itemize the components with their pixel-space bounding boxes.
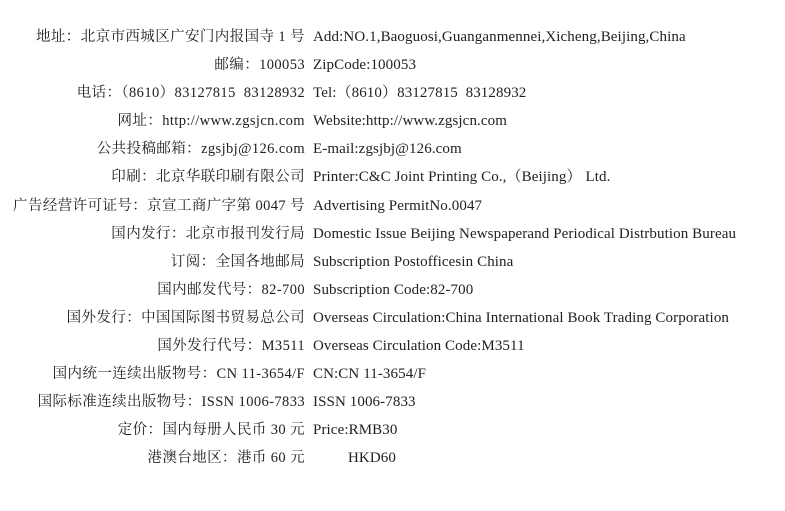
value-zipcode-en: ZipCode:100053 bbox=[313, 57, 417, 74]
info-row-overseas-circulation-code bbox=[0, 332, 785, 360]
info-row-website bbox=[0, 107, 785, 135]
value-cn-number-en: CN:CN 11-3654/F bbox=[313, 366, 427, 383]
info-row-address bbox=[0, 23, 785, 51]
value-telephone-en: Tel:（8610）83127815 83128932 bbox=[313, 85, 527, 102]
value-overseas-circulation-code-en: Overseas Circulation Code:M3511 bbox=[313, 338, 525, 355]
info-row-subscription bbox=[0, 248, 785, 276]
info-row-advertising-permit bbox=[0, 192, 785, 220]
label-printer-zh: 印刷：北京华联印刷有限公司 bbox=[111, 169, 305, 186]
label-overseas-circulation-code-zh: 国外发行代号：M3511 bbox=[157, 338, 305, 355]
value-domestic-issue-en: Domestic Issue Beijing Newspaperand Periodical Distrbution Bureau bbox=[313, 225, 737, 242]
info-row-subscription-code bbox=[0, 276, 785, 304]
label-subscription-code-zh: 国内邮发代号：82-700 bbox=[157, 281, 305, 298]
label-address-zh: 地址：北京市西城区广安门内报国寺 1 号 bbox=[36, 29, 305, 45]
label-overseas-circulation-zh: 国外发行：中国国际图书贸易总公司 bbox=[66, 309, 305, 326]
label-subscription-zh: 订阅：全国各地邮局 bbox=[170, 253, 305, 270]
value-overseas-circulation-en: Overseas Circulation:China International Book Trading Corporation bbox=[313, 309, 730, 326]
info-row-domestic-issue bbox=[0, 220, 785, 248]
label-domestic-issue-zh: 国内发行：北京市报刊发行局 bbox=[111, 225, 305, 242]
info-row-issn bbox=[0, 388, 785, 416]
info-row-overseas-circulation bbox=[0, 304, 785, 332]
info-row-price-hk bbox=[0, 444, 785, 472]
label-email-zh: 公共投稿邮箱：zgsjbj@126.com bbox=[96, 141, 305, 158]
label-issn-zh: 国际标准连续出版物号：ISSN 1006-7833 bbox=[37, 394, 305, 411]
info-row-cn-number bbox=[0, 360, 785, 388]
value-subscription-en: Subscription Postofficesin China bbox=[313, 253, 514, 270]
info-row-email bbox=[0, 135, 785, 163]
label-advertising-permit-zh: 广告经营许可证号：京宣工商广字第 0047 号 bbox=[13, 197, 305, 214]
value-email-en: E-mail:zgsjbj@126.com bbox=[313, 141, 462, 158]
label-zipcode-zh: 邮编：100053 bbox=[214, 57, 305, 74]
value-price-en: Price:RMB30 bbox=[313, 422, 398, 439]
value-issn-en: ISSN 1006-7833 bbox=[313, 394, 416, 411]
label-cn-number-zh: 国内统一连续出版物号：CN 11-3654/F bbox=[52, 366, 305, 383]
value-advertising-permit-en: Advertising PermitNo.0047 bbox=[313, 197, 483, 214]
label-price-hk-zh: 港澳台地区：港币 60 元 bbox=[147, 450, 305, 467]
label-price-zh: 定价：国内每册人民币 30 元 bbox=[117, 422, 305, 439]
value-website-en: Website:http://www.zgsjcn.com bbox=[313, 113, 508, 130]
value-subscription-code-en: Subscription Code:82-700 bbox=[313, 281, 474, 298]
info-row-zipcode bbox=[0, 51, 785, 79]
info-row-printer bbox=[0, 163, 785, 191]
value-printer-en: Printer:C&C Joint Printing Co.,（Beijing） Ltd. bbox=[313, 169, 611, 186]
value-address-en: Add:NO.1,Baoguosi,Guanganmennei,Xicheng,Beijing,China bbox=[313, 29, 686, 45]
value-price-hk-en: HKD60 bbox=[348, 450, 396, 467]
label-telephone-zh: 电话：（8610）83127815 83128932 bbox=[76, 85, 305, 102]
info-row-telephone bbox=[0, 79, 785, 107]
info-row-price bbox=[0, 416, 785, 444]
label-website-zh: 网址：http://www.zgsjcn.com bbox=[117, 113, 305, 130]
